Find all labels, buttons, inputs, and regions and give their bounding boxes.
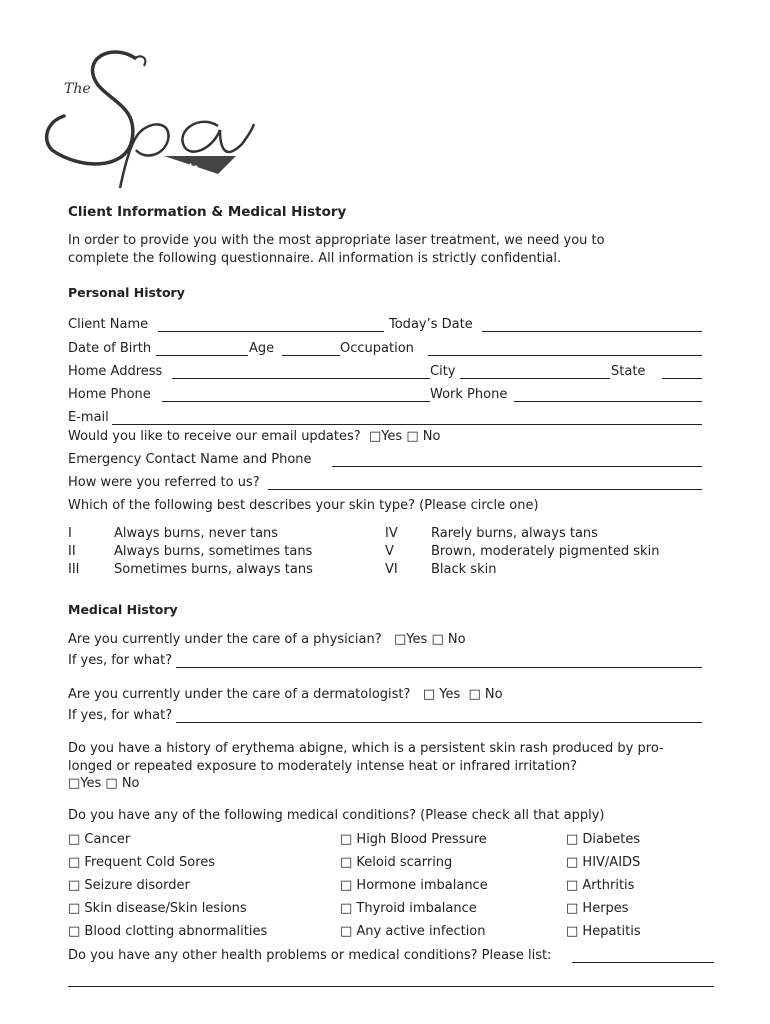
- erythema-no-checkbox[interactable]: □ No: [105, 776, 140, 791]
- email-label: E-mail: [68, 410, 109, 425]
- dermatologist-if-yes-label: If yes, for what?: [68, 708, 173, 723]
- other-conditions-field-line-2[interactable]: [68, 986, 714, 987]
- condition-checkbox[interactable]: □ Arthritis: [566, 878, 635, 893]
- condition-checkbox[interactable]: □ Blood clotting abnormalities: [68, 924, 268, 939]
- logo-brand: alcalc: [166, 163, 199, 174]
- skin-type-desc: Sometimes burns, always tans: [114, 562, 313, 577]
- home-address-label: Home Address: [68, 364, 163, 379]
- todays-date-label: Today’s Date: [389, 317, 473, 332]
- skin-type-num[interactable]: VI: [385, 562, 398, 577]
- medical-history-heading: Medical History: [68, 602, 178, 617]
- other-conditions-field[interactable]: [572, 962, 714, 963]
- condition-checkbox[interactable]: □ Frequent Cold Sores: [68, 855, 216, 870]
- dermatologist-question: [68, 687, 503, 703]
- skin-type-desc: Black skin: [431, 562, 497, 577]
- condition-checkbox[interactable]: □ Hepatitis: [566, 924, 641, 939]
- physician-question: [68, 632, 466, 648]
- email-updates-yes-checkbox[interactable]: □Yes: [368, 429, 403, 444]
- referred-field[interactable]: [268, 489, 702, 490]
- condition-checkbox[interactable]: □ Thyroid imbalance: [340, 901, 477, 916]
- condition-checkbox[interactable]: □ Skin disease/Skin lesions: [68, 901, 247, 916]
- emergency-contact-field[interactable]: [332, 466, 702, 467]
- physician-if-yes-label: If yes, for what?: [68, 653, 173, 668]
- other-conditions-label: Do you have any other health problems or medical conditions? Please list:: [68, 948, 552, 963]
- dob-field[interactable]: [156, 355, 248, 356]
- skin-type-num[interactable]: IV: [385, 526, 398, 541]
- work-phone-field[interactable]: [514, 401, 702, 402]
- physician-yes-checkbox[interactable]: □Yes: [394, 632, 428, 647]
- condition-checkbox[interactable]: □ Cancer: [68, 832, 131, 847]
- todays-date-field[interactable]: [482, 331, 702, 332]
- occupation-label: Occupation: [340, 341, 414, 356]
- client-name-field[interactable]: [158, 331, 384, 332]
- referred-label: How were you referred to us?: [68, 475, 260, 490]
- form-title: Client Information & Medical History: [68, 204, 347, 220]
- skin-type-desc: Brown, moderately pigmented skin: [431, 544, 660, 559]
- condition-checkbox[interactable]: □ Seizure disorder: [68, 878, 190, 893]
- work-phone-label: Work Phone: [430, 387, 508, 402]
- dermatologist-if-yes-field[interactable]: [176, 722, 702, 723]
- dob-label: Date of Birth: [68, 341, 152, 356]
- occupation-field[interactable]: [428, 355, 702, 356]
- condition-checkbox[interactable]: □ High Blood Pressure: [340, 832, 487, 847]
- skin-type-num[interactable]: I: [68, 526, 72, 541]
- city-field[interactable]: [460, 378, 610, 379]
- city-label: City: [430, 364, 456, 379]
- state-field[interactable]: [662, 378, 702, 379]
- condition-checkbox[interactable]: □ Herpes: [566, 901, 629, 916]
- skin-type-num[interactable]: V: [385, 544, 394, 559]
- emergency-contact-label: Emergency Contact Name and Phone: [68, 452, 312, 467]
- condition-checkbox[interactable]: □ Keloid scarring: [340, 855, 453, 870]
- skin-type-num[interactable]: II: [68, 544, 76, 559]
- state-label: State: [611, 364, 646, 379]
- spa-logo-graphic: [40, 40, 260, 200]
- erythema-question-line-1: Do you have a history of erythema abigne, which is a persistent skin rash produced by pro-: [68, 741, 664, 756]
- condition-checkbox[interactable]: □ HIV/AIDS: [566, 855, 641, 870]
- email-updates-no-checkbox[interactable]: □ No: [406, 429, 441, 444]
- physician-no-checkbox[interactable]: □ No: [431, 632, 466, 647]
- dermatologist-yes-checkbox[interactable]: □ Yes: [422, 687, 461, 702]
- erythema-yes-checkbox[interactable]: □Yes: [68, 776, 102, 791]
- dermatologist-question-label: Are you currently under the care of a dermatologist?: [68, 687, 411, 702]
- skin-type-desc: Always burns, never tans: [114, 526, 279, 541]
- home-address-field[interactable]: [172, 378, 430, 379]
- erythema-options: [68, 776, 140, 792]
- age-label: Age: [249, 341, 275, 356]
- condition-checkbox[interactable]: □ Diabetes: [566, 832, 641, 847]
- intro-line-1: In order to provide you with the most appropriate laser treatment, we need you to: [68, 233, 605, 248]
- physician-question-label: Are you currently under the care of a physician?: [68, 632, 382, 647]
- skin-type-question: Which of the following best describes your skin type? (Please circle one): [68, 498, 539, 513]
- skin-type-desc: Rarely burns, always tans: [431, 526, 598, 541]
- email-updates-question: [68, 429, 440, 445]
- home-phone-field[interactable]: [162, 401, 430, 402]
- intro-line-2: complete the following questionnaire. All information is strictly confidential.: [68, 251, 562, 266]
- personal-history-heading: Personal History: [68, 285, 185, 300]
- skin-type-num[interactable]: III: [68, 562, 80, 577]
- email-updates-label: Would you like to receive our email updates?: [68, 429, 361, 444]
- physician-if-yes-field[interactable]: [176, 667, 702, 668]
- dermatologist-no-checkbox[interactable]: □ No: [468, 687, 503, 702]
- client-name-label: Client Name: [68, 317, 149, 332]
- age-field[interactable]: [282, 355, 340, 356]
- condition-checkbox[interactable]: □ Hormone imbalance: [340, 878, 488, 893]
- email-field[interactable]: [112, 424, 702, 425]
- erythema-question-line-2: longed or repeated exposure to moderately intense heat or infrared irritation?: [68, 759, 578, 774]
- logo-the: The: [64, 81, 91, 97]
- conditions-question: Do you have any of the following medical conditions? (Please check all that apply): [68, 808, 605, 823]
- spa-logo: [40, 40, 260, 204]
- condition-checkbox[interactable]: □ Any active infection: [340, 924, 486, 939]
- home-phone-label: Home Phone: [68, 387, 151, 402]
- skin-type-desc: Always burns, sometimes tans: [114, 544, 313, 559]
